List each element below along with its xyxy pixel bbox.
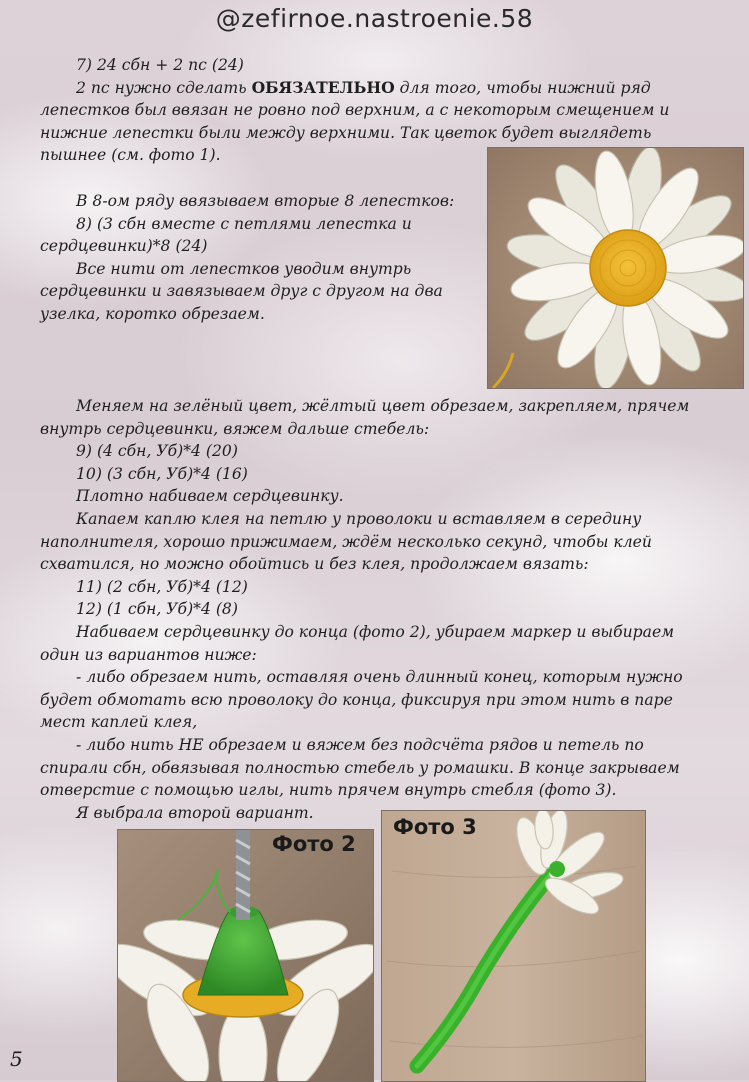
row-7: 7) 24 сбн + 2 пс (24) — [76, 56, 244, 74]
photo-3-finished-daisy — [381, 810, 646, 1082]
change-color-note: Меняем на зелёный цвет, жёлтый цвет обрезаем, закрепляем, прячем внутрь сердцевинки, вяжем дальше стебель: — [40, 397, 690, 438]
choice-note: Я выбрала второй вариант. — [76, 803, 314, 822]
photo-1-daisy — [487, 147, 744, 389]
stuff-note: Плотно набиваем сердцевинку. — [76, 487, 344, 506]
page-number: 5 — [10, 1047, 23, 1071]
row-11: 11) (2 сбн, Уб)*4 (12) — [76, 577, 248, 596]
glue-note: Капаем каплю клея на петлю у проволоки и вставляем в середину наполнителя, хорошо прижимаем, ждём несколько секунд, чтобы клей схватился, но можно обойтись и без клея, продолжаем вязать: — [40, 509, 652, 574]
photo-3-label: Фото 3 — [393, 815, 477, 839]
finish-note: Набиваем сердцевинку до конца (фото 2), убираем маркер и выбираем один из вариантов ниже: — [40, 622, 675, 664]
row-8: 8) (3 сбн вместе с петлями лепестка и сердцевинки)*8 (24) — [40, 214, 412, 256]
author-handle: @zefirnoe.nastroenie.58 — [215, 4, 534, 33]
daisy-stem-base-image — [118, 830, 373, 1081]
photo-2-stem-base — [117, 829, 374, 1082]
row-9: 9) (4 сбн, Уб)*4 (20) — [76, 442, 238, 461]
threads-note: Все нити от лепестков уводим внутрь сердцевинки и завязываем друг с другом на два узелка, коротко обрезаем. — [40, 259, 443, 323]
option-2: - либо нить НЕ обрезаем и вяжем без подсчёта рядов и петель по спирали сбн, обвязывая полностью стебель у ромашки. В конце закрываем отверстие с помощью иглы, нить прячем внутрь стебля (фото 3). — [40, 735, 680, 800]
emphasis-obligatory: ОБЯЗАТЕЛЬНО — [251, 77, 395, 97]
paragraph-offset-note: 2 пс нужно сделать ОБЯЗАТЕЛЬНО для того, чтобы нижний ряд лепестков был ввязан не ровно под верхним, а с некоторым смещением и нижние лепестки были между верхними. Так цветок будет выглядеть пышнее (см. фото 1). — [40, 77, 670, 165]
row-12: 12) (1 сбн, Уб)*4 (8) — [76, 600, 238, 619]
text-block-row-8 — [40, 190, 480, 326]
row-10: 10) (3 сбн, Уб)*4 (16) — [76, 464, 248, 483]
row-8-intro: В 8-ом ряду ввязываем вторые 8 лепестков: — [76, 192, 455, 210]
photo-2-label: Фото 2 — [272, 832, 356, 856]
daisy-top-view-image — [488, 148, 743, 388]
finished-daisy-image — [382, 811, 645, 1081]
option-1: - либо обрезаем нить, оставляя очень длинный конец, которым нужно будет обмотать всю проволоку до конца, фиксируя при этом нить в паре мест каплей клея, — [40, 668, 683, 732]
text-block-stem — [40, 395, 708, 824]
